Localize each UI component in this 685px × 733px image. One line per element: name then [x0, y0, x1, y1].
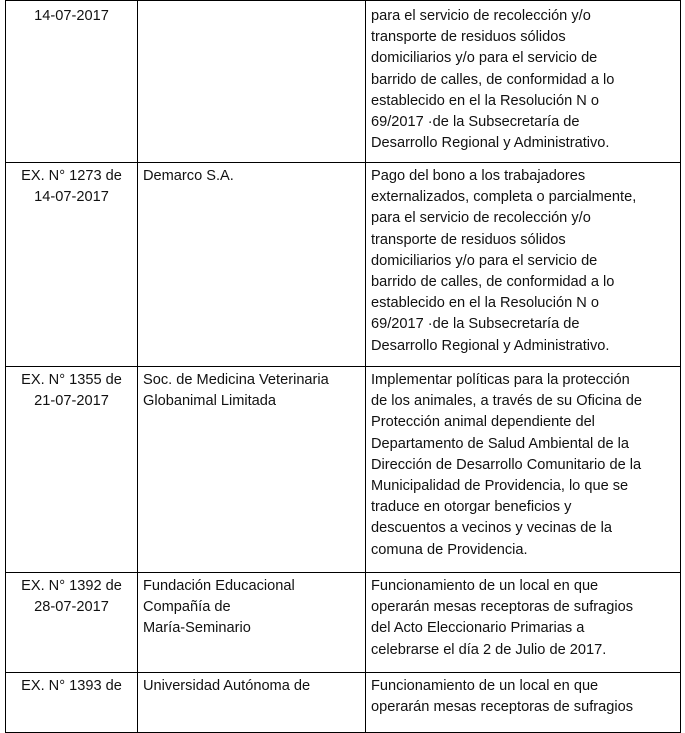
entity-text: Fundación Educacional — [143, 578, 295, 594]
purpose-text: celebrarse el día 2 de Julio de 2017. — [371, 641, 607, 658]
decree-ref-cell — [6, 1, 138, 163]
purpose-cell — [366, 573, 681, 673]
purpose-text: de los animales, a través de su Oficina de — [371, 393, 642, 410]
decree-date-text: 14-07-2017 — [34, 189, 109, 206]
entity-cell — [138, 367, 366, 573]
purpose-text: barrido de calles, de conformidad a lo — [371, 71, 615, 88]
decree-date-text: 28-07-2017 — [34, 599, 109, 616]
decree-ref-text: 14-07-2017 — [34, 8, 109, 24]
purpose-text: domiciliarios y/o para el servicio de — [371, 50, 598, 67]
table-row — [6, 673, 681, 733]
document-page — [5, 0, 680, 733]
decree-ref-cell — [6, 573, 138, 673]
purpose-text: transporte de residuos sólidos — [371, 231, 566, 248]
decree-ref-text: EX. N° 1355 de — [21, 372, 122, 388]
purpose-cell — [366, 673, 681, 733]
purpose-text: operarán mesas receptoras de sufragios — [371, 599, 634, 616]
purpose-text: barrido de calles, de conformidad a lo — [371, 274, 615, 291]
purpose-text: Funcionamiento de un local en que — [371, 578, 599, 594]
decree-ref-text: EX. N° 1273 de — [21, 168, 122, 184]
table-row — [6, 367, 681, 573]
entity-cell — [138, 573, 366, 673]
purpose-text: externalizados, completa o parcialmente, — [371, 189, 637, 206]
purpose-text: comuna de Providencia. — [371, 541, 528, 558]
entity-cell — [138, 673, 366, 733]
purpose-cell — [366, 367, 681, 573]
decrees-table — [5, 0, 681, 733]
decree-ref-text: EX. N° 1392 de — [21, 578, 122, 594]
purpose-cell — [366, 1, 681, 163]
purpose-cell — [366, 163, 681, 367]
table-row — [6, 163, 681, 367]
entity-cell — [138, 163, 366, 367]
decree-ref-cell — [6, 367, 138, 573]
purpose-text: domiciliarios y/o para el servicio de — [371, 252, 598, 269]
purpose-text: 69/2017 ·de la Subsecretaría de — [371, 114, 580, 131]
purpose-text: descuentos a vecinos y vecinas de la — [371, 520, 612, 537]
entity-text: Universidad Autónoma de — [143, 678, 311, 694]
purpose-text: para el servicio de recolección y/o — [371, 210, 591, 227]
entity-text: Globanimal Limitada — [143, 393, 277, 410]
purpose-text: establecido en el la Resolución N o — [371, 92, 599, 109]
purpose-text: para el servicio de recolección y/o — [371, 8, 591, 24]
purpose-text: Funcionamiento de un local en que — [371, 678, 599, 694]
purpose-text: Municipalidad de Providencia, lo que se — [371, 478, 629, 495]
decree-ref-text: EX. N° 1393 de — [21, 678, 122, 694]
entity-text: Demarco S.A. — [143, 168, 234, 184]
decree-ref-cell — [6, 673, 138, 733]
purpose-text: Departamento de Salud Ambiental de la — [371, 435, 629, 452]
entity-text: Soc. de Medicina Veterinaria — [143, 372, 329, 388]
purpose-text: Desarrollo Regional y Administrativo. — [371, 135, 610, 152]
entity-cell — [138, 1, 366, 163]
purpose-text: Desarrollo Regional y Administrativo. — [371, 337, 610, 354]
purpose-text: Pago del bono a los trabajadores — [371, 168, 586, 184]
purpose-text: transporte de residuos sólidos — [371, 29, 566, 46]
decree-date-text: 21-07-2017 — [34, 393, 109, 410]
purpose-text: operarán mesas receptoras de sufragios — [371, 699, 634, 716]
decree-ref-cell — [6, 163, 138, 367]
purpose-text: Protección animal dependiente del — [371, 414, 595, 431]
table-row — [6, 573, 681, 673]
purpose-text: establecido en el la Resolución N o — [371, 295, 599, 312]
entity-text: María-Seminario — [143, 620, 251, 637]
purpose-text: Dirección de Desarrollo Comunitario de la — [371, 456, 642, 473]
purpose-text: traduce en otorgar beneficios y — [371, 499, 572, 516]
purpose-text: del Acto Eleccionario Primarias a — [371, 620, 585, 637]
entity-text: Compañía de — [143, 599, 231, 616]
table-row — [6, 1, 681, 163]
purpose-text: Implementar políticas para la protección — [371, 372, 630, 388]
purpose-text: 69/2017 ·de la Subsecretaría de — [371, 316, 580, 333]
